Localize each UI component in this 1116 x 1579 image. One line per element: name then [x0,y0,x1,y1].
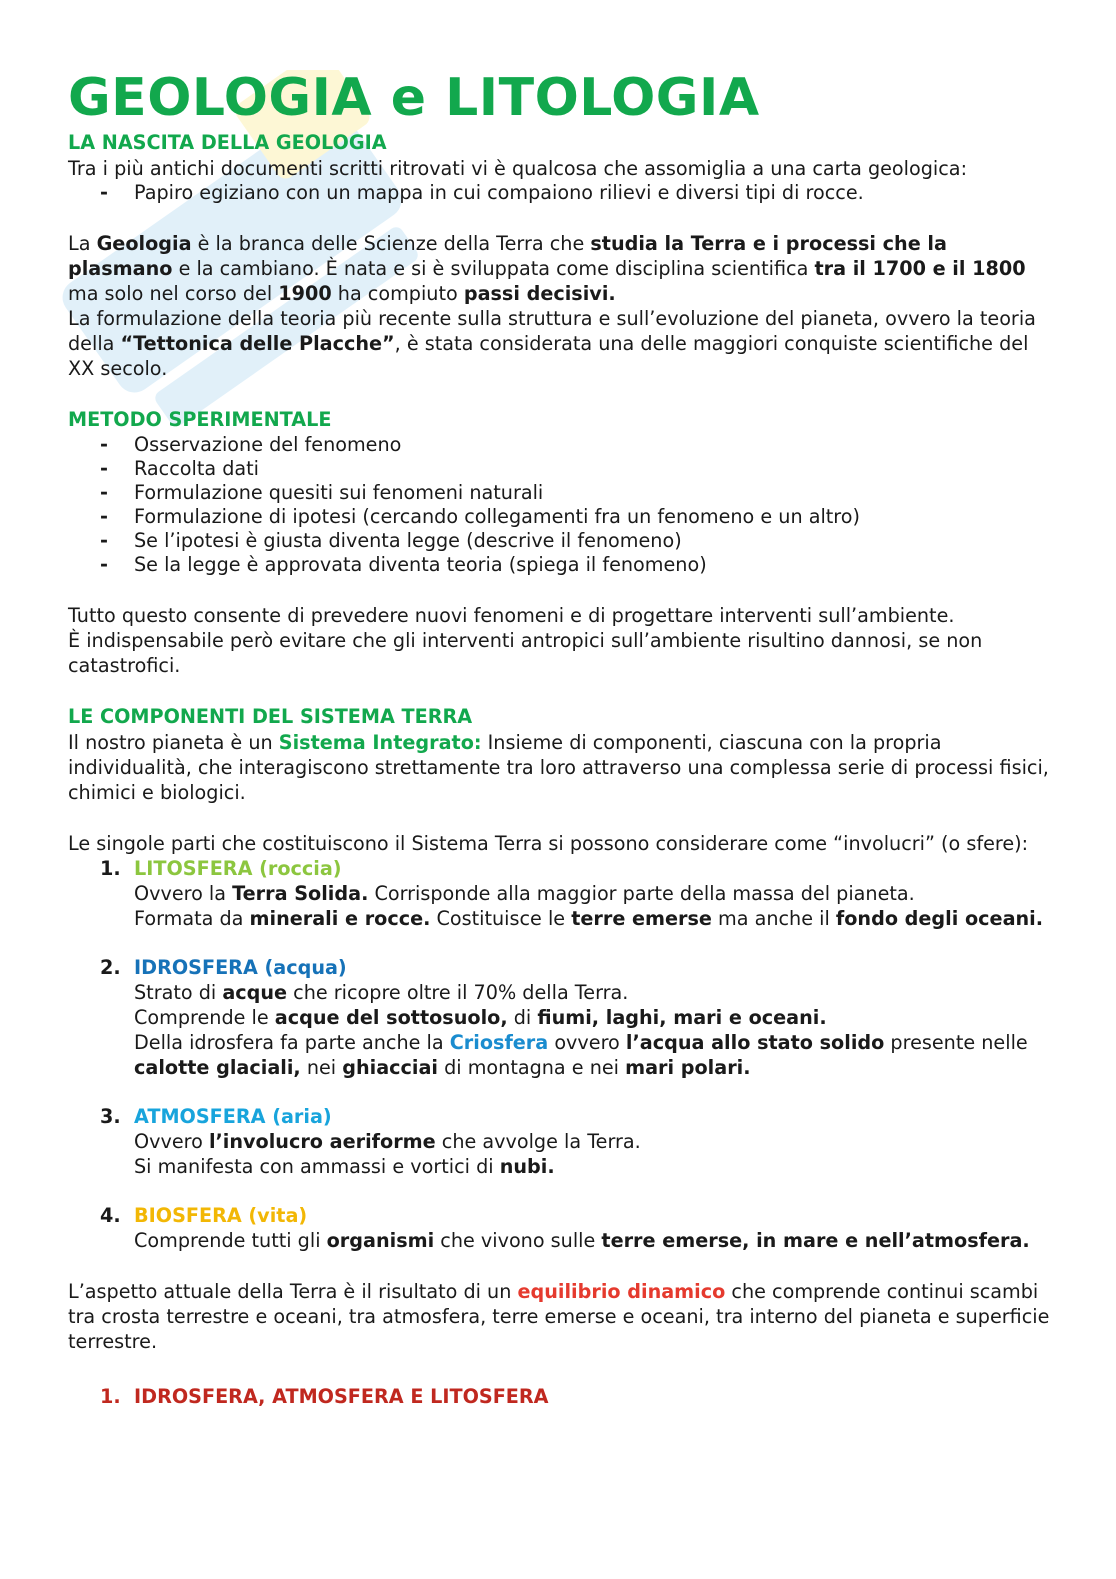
document-title: GEOLOGIA e LITOLOGIA [68,68,760,128]
section-heading-idrosfera-atmosfera-litosfera: 1. IDROSFERA, ATMOSFERA E LITOSFERA [100,1385,549,1408]
list-item: - Se la legge è approvata diventa teoria (spiega il fenomeno) [68,553,1058,577]
sphere-title: IDROSFERA (acqua) [134,956,347,979]
list-item: - Osservazione del fenomeno [68,433,1058,457]
paragraph: È indispensabile però evitare che gli interventi antropici sull’ambiente risultino dannosi, se non catastrofici. [68,629,983,677]
sphere-title: ATMOSFERA (aria) [134,1105,332,1128]
bullet-list [68,181,1058,205]
list-item: - Se l’ipotesi è giusta diventa legge (descrive il fenomeno) [68,529,1058,553]
method-list [68,433,1058,577]
sphere-idrosfera: 2. IDROSFERA (acqua) Strato di acque che ricopre oltre il 70% della Terra. Comprende le acque del sottosuolo, di fiumi, laghi, mari e oceani. Della idrosfera fa parte anche la Criosfera ovvero l’acqua allo stato solido presente nelle calotte glaciali, nei ghiacciai di montagna e nei mari polari. [68,955,1058,1080]
paragraph: Tra i più antichi documenti scritti ritrovati vi è qualcosa che assomiglia a una carta geologica: [68,157,968,180]
paragraph: Tutto questo consente di prevedere nuovi fenomeni e di progettare interventi sull’ambiente. [68,604,955,627]
paragraph-tettonica: La formulazione della teoria più recente sulla struttura e sull’evoluzione del pianeta, ovvero la teoria della “Tettonica delle Placche”, è stata considerata una delle maggiori conquiste scientifiche del XX secolo. [68,307,1036,380]
section-heading-nascita: LA NASCITA DELLA GEOLOGIA [68,131,387,154]
section-heading-metodo: METODO SPERIMENTALE [68,408,332,431]
paragraph-geologia: La Geologia è la branca delle Scienze della Terra che studia la Terra e i processi che la plasmano e la cambiano. È nata e si è sviluppata come disciplina scientifica tra il 1700 e il 1800 ma solo nel corso del 1900 ha compiuto passi decisivi. [68,232,1026,305]
spheres-list [68,856,1058,1253]
sphere-litosfera: 1. LITOSFERA (roccia) Ovvero la Terra Solida. Corrisponde alla maggior parte della massa del pianeta. Formata da minerali e rocce. Costituisce le terre emerse ma anche il fondo degli oceani. [68,856,1058,931]
paragraph-sistema: Il nostro pianeta è un Sistema Integrato: Insieme di componenti, ciascuna con la propria individualità, che interagiscono strettamente tra loro attraverso una complessa serie di processi fisici, chimici e biologici. [68,731,1049,804]
sphere-title: LITOSFERA (roccia) [134,857,342,880]
sphere-atmosfera: 3. ATMOSFERA (aria) Ovvero l’involucro aeriforme che avvolge la Terra. Si manifesta con ammassi e vortici di nubi. [68,1104,1058,1179]
document-page [68,66,1058,1409]
list-item: - Formulazione quesiti sui fenomeni naturali [68,481,1058,505]
paragraph-equilibrio: L’aspetto attuale della Terra è il risultato di un equilibrio dinamico che comprende continui scambi tra crosta terrestre e oceani, tra atmosfera, terre emerse e oceani, tra interno del pianeta e superficie terrestre. [68,1280,1050,1353]
list-item: - Raccolta dati [68,457,1058,481]
list-item: - Formulazione di ipotesi (cercando collegamenti fra un fenomeno e un altro) [68,505,1058,529]
paragraph: Le singole parti che costituiscono il Sistema Terra si possono considerare come “involucri” (o sfere): [68,832,1029,855]
sphere-title: BIOSFERA (vita) [134,1204,308,1227]
section-heading-componenti: LE COMPONENTI DEL SISTEMA TERRA [68,705,473,728]
list-item: - Papiro egiziano con un mappa in cui compaiono rilievi e diversi tipi di rocce. [68,181,1058,205]
sphere-biosfera: 4. BIOSFERA (vita) Comprende tutti gli organismi che vivono sulle terre emerse, in mare e nell’atmosfera. [68,1203,1058,1253]
